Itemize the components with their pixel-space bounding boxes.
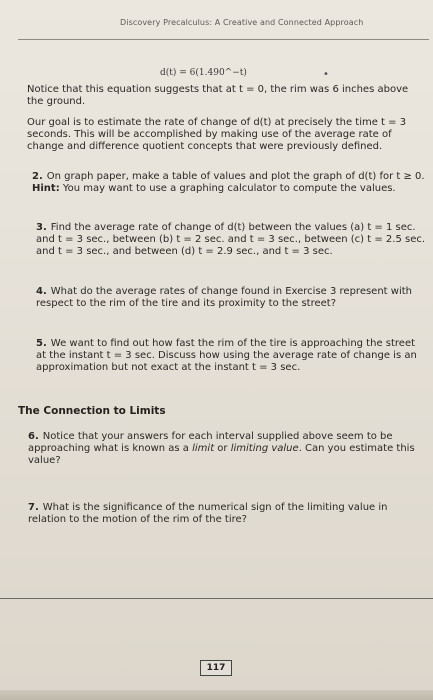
- exercise-text: On graph paper, make a table of values and plot the graph of d(t) for t ≥ 0.: [46, 171, 425, 182]
- exercise-text-b: or: [214, 443, 231, 454]
- exercise-text: We want to find out how fast the rim of the tire is approaching the street at the instant t = 3 sec. Discuss how using the average rate of change is an approximation but not exact at the instant t = 3 sec.: [36, 338, 417, 373]
- intro-paragraph-2: Our goal is to estimate the rate of change of d(t) at precisely the time t = 3 seconds. This will be accomplished by making use of the average rate of change and difference quotient concepts that were previously defined.: [27, 117, 407, 152]
- exercise-text-a: Notice that your answers for each interval supplied above seem to be approaching what is known as a: [28, 431, 393, 454]
- exercise-text: What do the average rates of change found in Exercise 3 represent with respect to the rim of the tire and its proximity to the street?: [36, 286, 412, 309]
- exercise-number: 2.: [32, 171, 43, 182]
- term-limiting-value: limiting value: [230, 443, 299, 454]
- exercise-text-c: . Can you estimate this value?: [28, 443, 415, 466]
- exercise-text: What is the significance of the numerical sign of the limiting value in relation to the motion of the rim of the tire?: [28, 502, 388, 525]
- stray-mark: •: [323, 69, 329, 80]
- page-number: 117: [200, 660, 232, 676]
- exercise-2: [32, 171, 428, 195]
- hint-text: You may want to use a graphing calculator to compute the values.: [62, 183, 396, 194]
- exercise-number: 7.: [28, 502, 39, 513]
- exercise-number: 5.: [36, 338, 47, 349]
- exercise-number: 3.: [36, 222, 47, 233]
- term-limit: limit: [192, 443, 215, 454]
- exercise-number: 6.: [28, 431, 39, 442]
- distance-equation: d(t) = 6(1.490^−t): [160, 68, 247, 78]
- footer-rule: [0, 598, 433, 599]
- page-bottom-edge: [0, 690, 433, 700]
- exercise-7: [28, 502, 426, 526]
- header-rule: [18, 39, 429, 40]
- exercise-5: [36, 338, 424, 374]
- exercise-4: [36, 286, 424, 310]
- section-heading: The Connection to Limits: [18, 405, 166, 417]
- running-header: Discovery Precalculus: A Creative and Connected Approach: [120, 18, 364, 27]
- hint-label: Hint:: [32, 183, 60, 194]
- exercise-6: [28, 431, 426, 467]
- exercise-text: Find the average rate of change of d(t) between the values (a) t = 1 sec. and t = 3 sec., between (b) t = 2 sec. and t = 3 sec., between (c) t = 2.5 sec. and t = 3 sec., and between (d) t = 2.9 sec., and t = 3 sec.: [36, 222, 426, 257]
- exercise-3: [36, 222, 428, 258]
- exercise-number: 4.: [36, 286, 47, 297]
- intro-paragraph-1: Notice that this equation suggests that at t = 0, the rim was 6 inches above the ground.: [27, 84, 409, 107]
